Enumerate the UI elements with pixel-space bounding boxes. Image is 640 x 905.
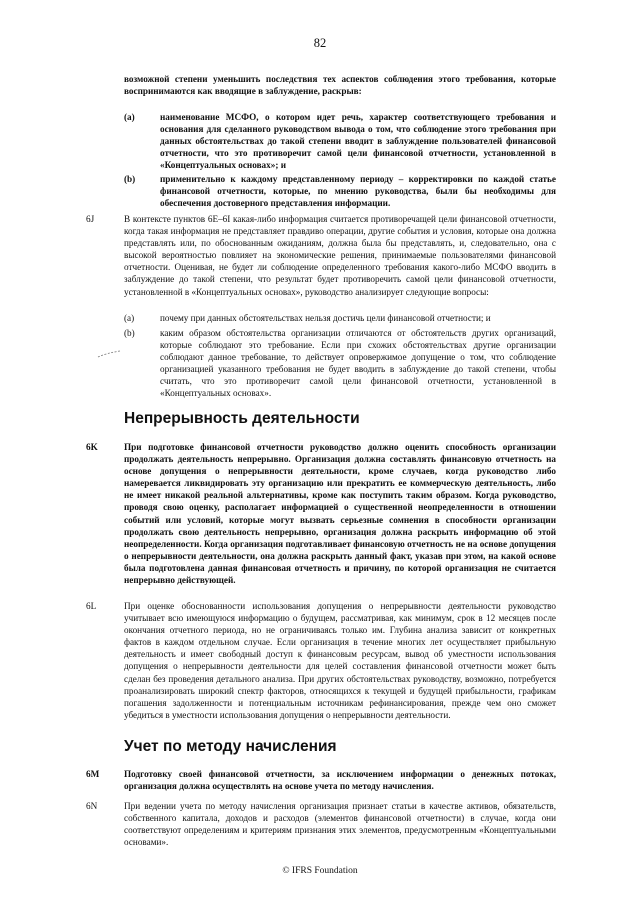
page-footer: © IFRS Foundation bbox=[282, 866, 358, 876]
p6j-item-text-b: каким образом обстоятельства организации отличаются от обстоятельств других организаций, которые соблюдают это требование. Если при схожих обстоятельствах другие организации соблюдают данное требование, то действует опровержимое допущение о том, что соблюдение организацией указанного требования не будет вводить в заблуждение до такой степени, чтобы считать, что это противоречит самой цели финансовой отчетности, установленной в «Концептуальных основах». bbox=[160, 328, 556, 399]
intro-item-text-a: наименование МСФО, о котором идет речь, характер соответствующего требования и основания для сделанного руководством вывода о том, что соблюдение этого требования при данных обстоятельствах до такой степени вводит в заблуждение пользователей финансовой отчетности, что это противоречит самой цели финансовой отчетности, установленной в «Концептуальных основах»; и bbox=[160, 112, 556, 171]
paragraph-number-6n: 6N bbox=[86, 801, 98, 811]
section-heading-accrual: Учет по методу начисления bbox=[124, 738, 337, 755]
p6j-item-letter-b: (b) bbox=[124, 328, 135, 338]
paragraph-number-6m: 6M bbox=[86, 769, 100, 779]
intro-item-letter-a: (a) bbox=[124, 112, 135, 122]
paragraph-number-6l: 6L bbox=[86, 601, 97, 611]
paragraph-6k-text: При подготовке финансовой отчетности руководство должно оценить способность организации продолжать деятельность непрерывно. Организация должна составлять финансовую отчетность на основе допущения о непрерывности деятельности, кроме случаев, когда руководство либо намеревается ликвидировать эту организацию или прекратить ее коммерческую деятельность, либо не имеет никакой реальной альтернативы, кроме как поступить таким образом. Когда руководство, проводя свою оценку, располагает информацией о существенной неопределенности в отношении событий или условий, которые могут вызвать серьезные сомнения в способности организации продолжать свою деятельность непрерывно, организация должна раскрыть информацию об этой неопределенности. Когда организация подготавливает финансовую отчетность не на основе допущения о непрерывности деятельности, она должна раскрыть данный факт, указав при этом, на какой основе была подготовлена данная финансовая отчетность и причину, по которой организация не считается непрерывно действующей. bbox=[124, 442, 556, 586]
page-number: 82 bbox=[313, 36, 327, 50]
intro-text: возможной степени уменьшить последствия тех аспектов соблюдения этого требования, которые воспринимаются как вводящие в заблуждение, раскрыв: bbox=[124, 74, 556, 97]
paragraph-6l-text: При оценке обоснованности использования допущения о непрерывности деятельности руководство учитывает всю имеющуюся информацию о будущем, рассматривая, как минимум, срок в 12 месяцев после окончания отчетного периода, но не ограничиваясь только им. Глубина анализа зависит от конкретных фактов в каждом отдельном случае. Если организация в течение многих лет осуществляет прибыльную деятельность и имеет свободный доступ к финансовым ресурсам, вывод об уместности использования допущения о непрерывности деятельности для целей составления финансовой отчетности может быть сделан без проведения детального анализа. При других обстоятельствах руководству, возможно, потребуется проанализировать широкий спектр факторов, относящихся к текущей и будущей прибыльности, графикам погашения задолженности и потенциальным источникам рефинансирования, прежде чем оно сможет убедиться в уместности использования допущения о непрерывности деятельности. bbox=[124, 601, 556, 720]
paragraph-number-6j: 6J bbox=[86, 214, 95, 224]
p6j-item-text-a: почему при данных обстоятельствах нельзя достичь цели финансовой отчетности; и bbox=[160, 313, 491, 323]
intro-item-letter-b: (b) bbox=[124, 174, 136, 184]
section-heading-going-concern: Непрерывность деятельности bbox=[124, 410, 360, 427]
paragraph-6n-text: При ведении учета по методу начисления организация признает статьи в качестве активов, обязательств, собственного капитала, доходов и расходов (элементов финансовой отчетности) в случае, когда они соответствуют определениям и критериям признания этих элементов, предусмотренным «Концептуальными основами». bbox=[124, 801, 556, 848]
paragraph-6j-text: В контексте пунктов 6Е–6I какая-либо информация считается противоречащей цели финансовой отчетности, когда такая информация не представляет правдиво операции, другие события и условия, которые она должна представлять или, по обоснованным ожиданиям, должна была бы представлять, и, следовательно, она с высокой вероятностью повлияет на экономические решения, принимаемые пользователями финансовой отчетности. Оценивая, не будет ли соблюдение определенного требования какого-либо МСФО вводить в заблуждение до такой степени, что результат будет противоречить самой цели финансовой отчетности, установленной в «Концептуальных основах», руководство анализирует следующие вопросы: bbox=[124, 214, 556, 297]
margin-annotation-mark bbox=[97, 348, 121, 360]
p6j-item-letter-a: (a) bbox=[124, 313, 135, 323]
paragraph-number-6k: 6K bbox=[86, 442, 98, 452]
paragraph-6m-text: Подготовку своей финансовой отчетности, за исключением информации о денежных потоках, организация должна осуществлять на основе учета по методу начисления. bbox=[124, 769, 556, 792]
intro-item-text-b: применительно к каждому представленному периоду – корректировки по каждой статье финансовой отчетности, которые, по мнению руководства, были бы необходимы для обеспечения достоверного представления информации. bbox=[160, 174, 556, 209]
